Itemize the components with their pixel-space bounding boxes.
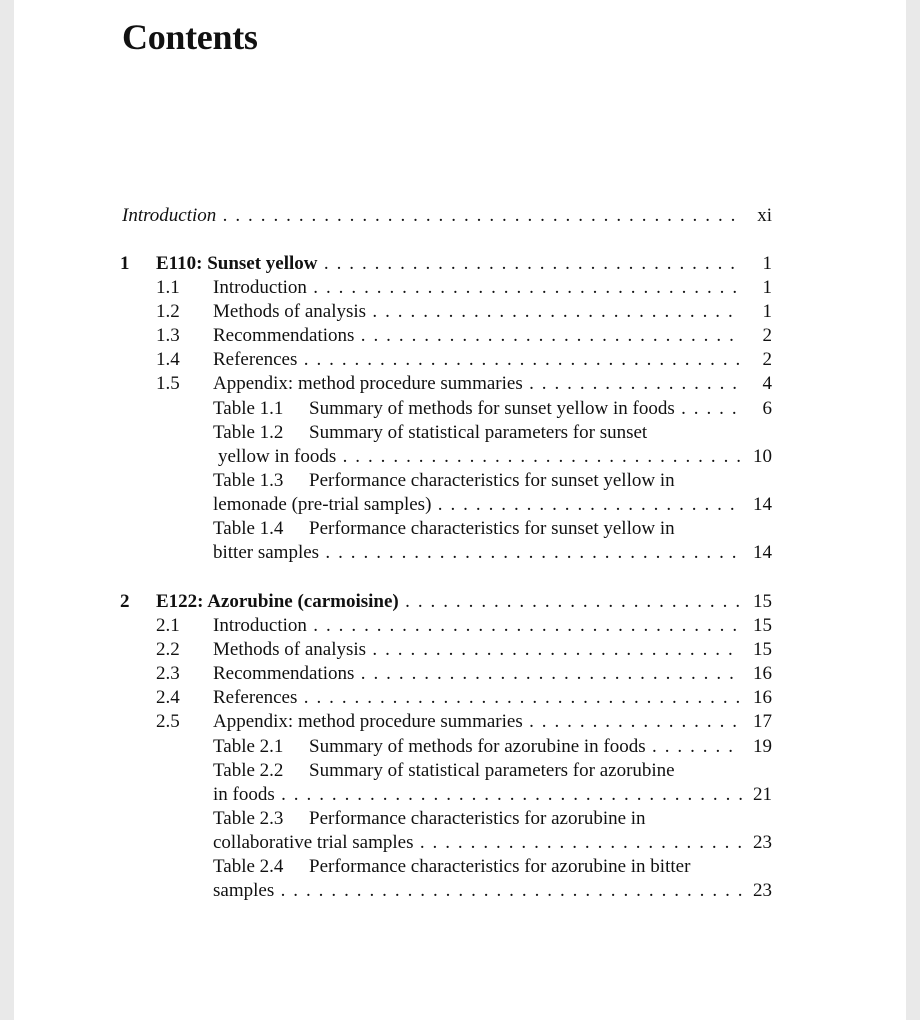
section-number: 2.1 <box>156 615 180 636</box>
toc-page-number: 15 <box>747 590 772 614</box>
toc-entry-introduction[interactable] <box>122 204 772 228</box>
toc-entry-label-continued: collaborative trial samples <box>213 832 414 853</box>
toc-entry-label: Appendix: method procedure summaries <box>213 711 523 732</box>
toc-entry-label-continued: bitter samples <box>213 542 320 563</box>
page-title: Contents <box>122 17 258 57</box>
table-label: Table 1.1 <box>213 398 284 419</box>
table-label: Table 2.2 <box>213 760 284 781</box>
toc-entry-label: Introduction <box>213 615 307 636</box>
toc-entry-label: Introduction <box>213 277 307 298</box>
toc-page-number: 23 <box>747 831 772 855</box>
toc-page-number: 21 <box>747 783 772 807</box>
toc-entry-label-continued: lemonade (pre-trial samples) <box>213 494 432 515</box>
table-label: Table 1.2 <box>213 422 284 443</box>
toc-entry-label: References <box>213 687 298 708</box>
toc-page-number: 19 <box>747 735 772 759</box>
toc-page-number: 15 <box>747 614 772 638</box>
toc-entry-label: E110: Sunset yellow <box>156 253 318 274</box>
table-label: Table 2.3 <box>213 808 284 829</box>
table-label: Table 1.3 <box>213 470 284 491</box>
toc-page-number: 16 <box>747 662 772 686</box>
toc-entry-label: Recommendations <box>213 663 355 684</box>
toc-page-number: 15 <box>747 638 772 662</box>
toc-page-number: 17 <box>747 710 772 734</box>
toc-entry-label: Performance characteristics for sunset yellow in <box>309 518 675 539</box>
toc-page-number: 16 <box>747 686 772 710</box>
toc-page-number: xi <box>751 204 772 228</box>
toc-entry-section-1-3[interactable] <box>213 324 772 348</box>
toc-entry-chapter-1[interactable] <box>156 252 772 276</box>
toc-entry-label: References <box>213 349 298 370</box>
toc-page-number: 1 <box>757 276 773 300</box>
section-number: 1.5 <box>156 373 180 394</box>
toc-entry-label-continued: yellow in foods <box>218 446 337 467</box>
toc-entry-section-2-5[interactable] <box>213 710 772 734</box>
toc-entry-section-1-1[interactable] <box>213 276 772 300</box>
toc-entry-table-1-3-first-line[interactable] <box>213 469 675 493</box>
toc-page-number: 2 <box>757 324 773 348</box>
toc-page-number: 10 <box>747 445 772 469</box>
toc-page-number: 14 <box>747 541 772 565</box>
toc-entry-table-2-2[interactable] <box>213 783 772 807</box>
toc-entry-label: Appendix: method procedure summaries <box>213 373 523 394</box>
toc-page-number: 14 <box>747 493 772 517</box>
toc-entry-label: Methods of analysis <box>213 301 367 322</box>
toc-entry-table-2-2-first-line[interactable] <box>213 759 675 783</box>
toc-entry-table-2-1[interactable] <box>213 735 772 759</box>
toc-entry-chapter-2[interactable] <box>156 590 772 614</box>
toc-entry-section-1-2[interactable] <box>213 300 772 324</box>
table-label: Table 2.1 <box>213 736 284 757</box>
toc-page-number: 1 <box>757 300 773 324</box>
chapter-number: 2 <box>120 591 130 612</box>
toc-page-number: 6 <box>757 397 773 421</box>
toc-entry-table-1-2-first-line[interactable] <box>213 421 647 445</box>
document-page <box>14 0 906 1020</box>
section-number: 2.2 <box>156 639 180 660</box>
toc-entry-table-1-2[interactable] <box>218 445 772 469</box>
table-label: Table 1.4 <box>213 518 284 539</box>
section-number: 2.3 <box>156 663 180 684</box>
toc-page-number: 4 <box>757 372 773 396</box>
toc-page-number: 1 <box>757 252 773 276</box>
toc-entry-section-2-3[interactable] <box>213 662 772 686</box>
toc-entry-label: Recommendations <box>213 325 355 346</box>
toc-entry-label: Introduction <box>122 205 217 226</box>
toc-entry-table-2-4[interactable] <box>213 879 772 903</box>
toc-entry-table-1-4[interactable] <box>213 541 772 565</box>
toc-entry-label: Performance characteristics for sunset yellow in <box>309 470 675 491</box>
section-number: 1.4 <box>156 349 180 370</box>
toc-entry-label: Performance characteristics for azorubine in <box>309 808 646 829</box>
toc-entry-table-2-3-first-line[interactable] <box>213 807 646 831</box>
toc-entry-table-1-1[interactable] <box>213 397 772 421</box>
toc-entry-table-1-4-first-line[interactable] <box>213 517 675 541</box>
toc-entry-label: Performance characteristics for azorubine in bitter <box>309 856 691 877</box>
toc-page-number: 23 <box>747 879 772 903</box>
toc-entry-label-continued: in foods <box>213 784 275 805</box>
toc-entry-table-1-3[interactable] <box>213 493 772 517</box>
toc-entry-label: Methods of analysis <box>213 639 367 660</box>
section-number: 2.4 <box>156 687 180 708</box>
toc-entry-section-2-2[interactable] <box>213 638 772 662</box>
toc-page-number: 2 <box>757 348 773 372</box>
toc-entry-table-2-4-first-line[interactable] <box>213 855 690 879</box>
toc-entry-table-2-3[interactable] <box>213 831 772 855</box>
toc-entry-label: Summary of statistical parameters for sunset <box>309 422 648 443</box>
table-label: Table 2.4 <box>213 856 284 877</box>
section-number: 1.3 <box>156 325 180 346</box>
toc-entry-section-2-4[interactable] <box>213 686 772 710</box>
section-number: 1.1 <box>156 277 180 298</box>
toc-entry-label: Summary of statistical parameters for azorubine <box>309 760 675 781</box>
section-number: 2.5 <box>156 711 180 732</box>
chapter-number: 1 <box>120 253 130 274</box>
toc-entry-label: Summary of methods for sunset yellow in foods <box>309 398 675 419</box>
toc-entry-label: E122: Azorubine (carmoisine) <box>156 591 399 612</box>
toc-entry-section-2-1[interactable] <box>213 614 772 638</box>
toc-entry-section-1-5[interactable] <box>213 372 772 396</box>
section-number: 1.2 <box>156 301 180 322</box>
toc-entry-label: Summary of methods for azorubine in foods <box>309 736 646 757</box>
toc-entry-section-1-4[interactable] <box>213 348 772 372</box>
toc-entry-label-continued: samples <box>213 880 275 901</box>
